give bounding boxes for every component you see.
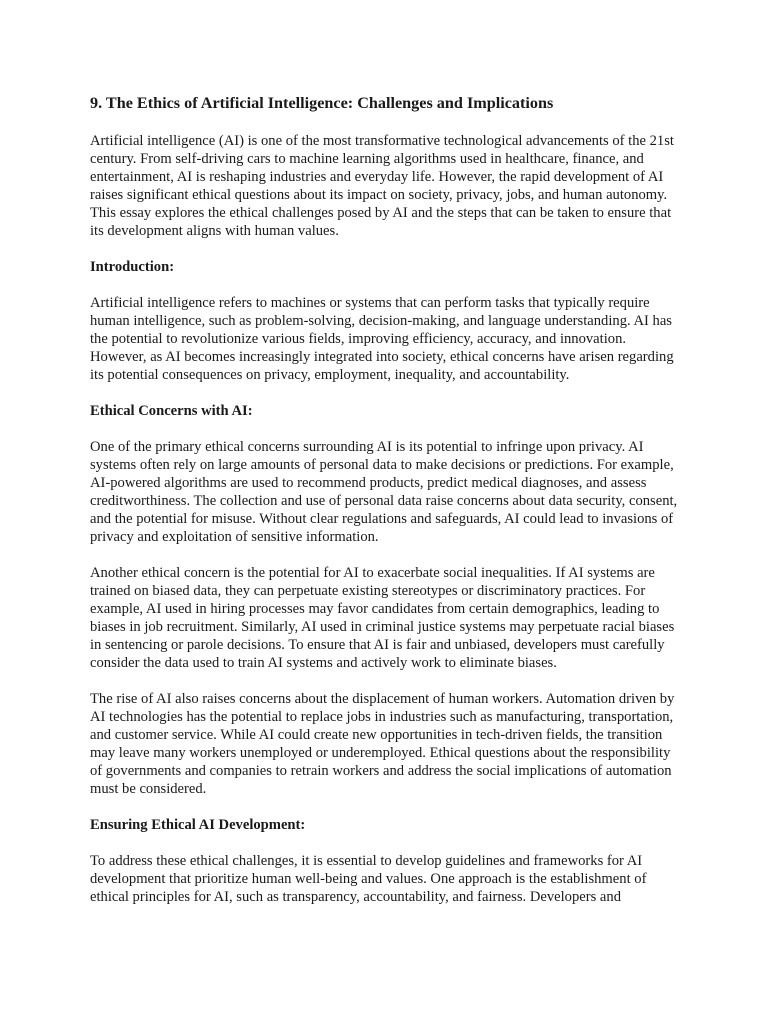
section-heading: Ethical Concerns with AI: (90, 403, 253, 419)
section-heading: Introduction: (90, 259, 175, 275)
section-introduction (90, 258, 682, 384)
intro-paragraph: Artificial intelligence (AI) is one of the most transformative technological advancements of the 21st century. From self-driving cars to machine learning algorithms used in healthcare, finance, and entertainment, AI is reshaping industries and everyday life. However, the rapid development of AI raises significant ethical questions about its impact on society, privacy, jobs, and human autonomy. This essay explores the ethical challenges posed by AI and the steps that can be taken to ensure that its development aligns with human values. (90, 133, 674, 239)
document-page (90, 92, 682, 924)
section-paragraph: Another ethical concern is the potential for AI to exacerbate social inequalities. If AI systems are trained on biased data, they can perpetuate existing stereotypes or discriminatory practices. For example, AI used in hiring processes may favor candidates from certain demographics, leading to biases in job recruitment. Similarly, AI used in criminal justice systems may perpetuate racial biases in sentencing or parole decisions. To ensure that AI is fair and unbiased, developers must carefully consider the data used to train AI systems and actively work to eliminate biases. (90, 565, 675, 671)
section-heading: Ensuring Ethical AI Development: (90, 817, 306, 833)
section-paragraph: The rise of AI also raises concerns about the displacement of human workers. Automation driven by AI technologies has the potential to replace jobs in industries such as manufacturing, transportation, and customer service. While AI could create new opportunities in tech-driven fields, the transition may leave many workers unemployed or underemployed. Ethical questions about the responsibility of governments and companies to retrain workers and address the social implications of automation must be considered. (90, 691, 675, 797)
document-title: 9. The Ethics of Artificial Intelligence: Challenges and Implications (90, 94, 554, 112)
section-paragraph: Artificial intelligence refers to machines or systems that can perform tasks that typically require human intelligence, such as problem-solving, decision-making, and language understanding. AI has the potential to revolutionize various fields, improving efficiency, accuracy, and innovation. However, as AI becomes increasingly integrated into society, ethical concerns have arisen regarding its potential consequences on privacy, employment, inequality, and accountability. (90, 295, 674, 383)
section-ensuring-ethical-development (90, 816, 682, 906)
section-paragraph: One of the primary ethical concerns surrounding AI is its potential to infringe upon privacy. AI systems often rely on large amounts of personal data to make decisions or predictions. For example, AI-powered algorithms are used to recommend products, predict medical diagnoses, and assess creditworthiness. The collection and use of personal data raise concerns about data security, consent, and the potential for misuse. Without clear regulations and safeguards, AI could lead to invasions of privacy and exploitation of sensitive information. (90, 439, 678, 545)
section-ethical-concerns (90, 402, 682, 798)
section-paragraph: To address these ethical challenges, it is essential to develop guidelines and frameworks for AI development that prioritize human well-being and values. One approach is the establishment of ethical principles for AI, such as transparency, accountability, and fairness. Developers and (90, 853, 647, 905)
